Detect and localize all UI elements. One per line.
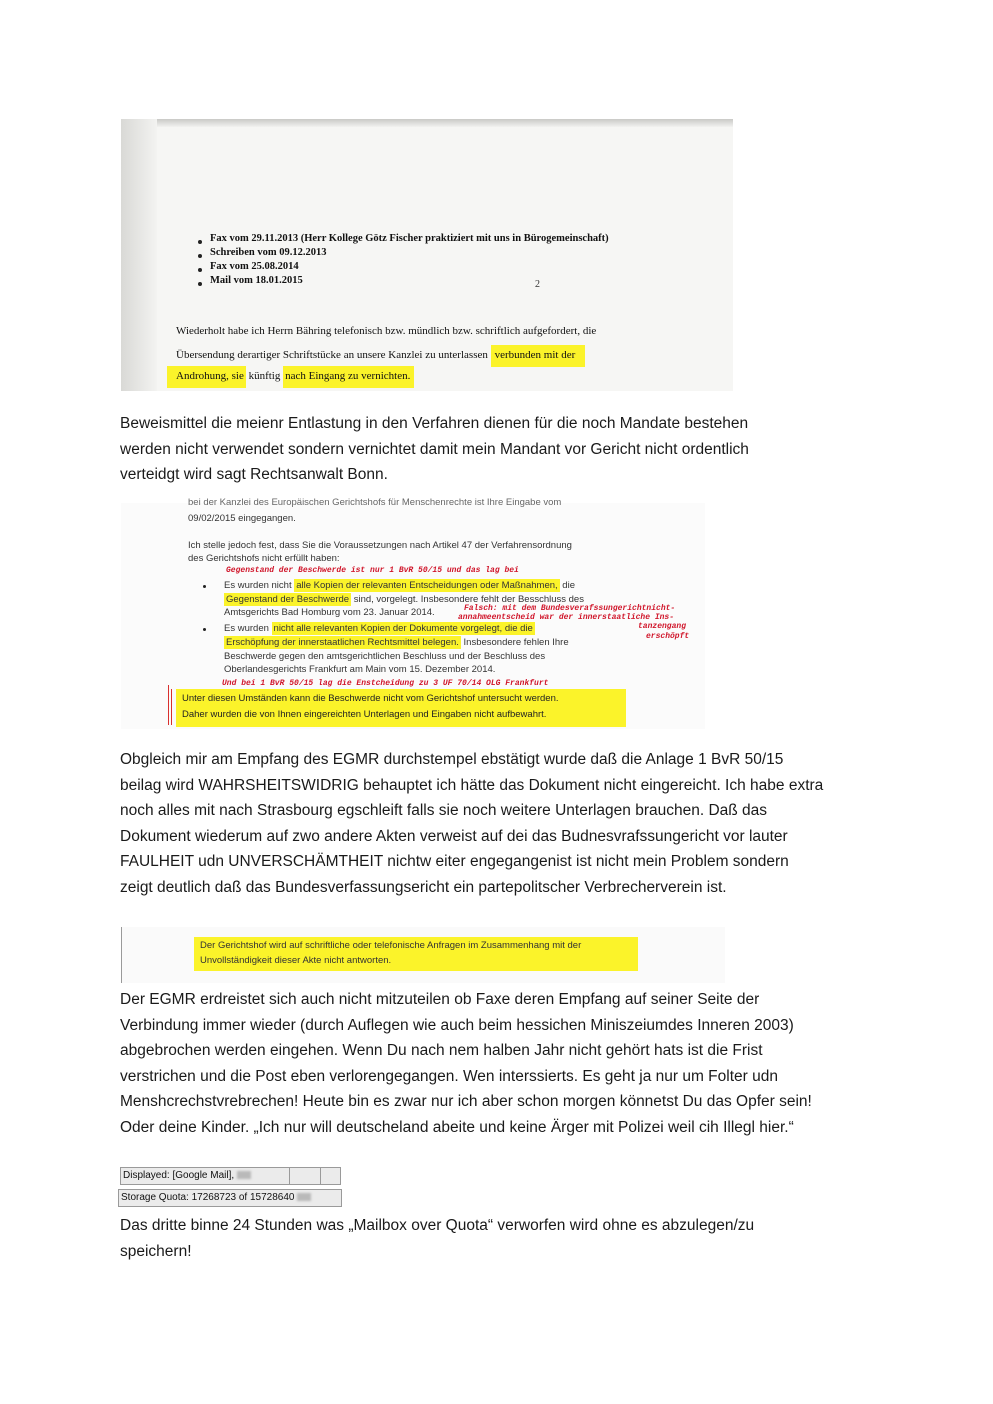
- scan2-text: sind, vorgelegt. Insbesondere fehlt der Besschluss des: [353, 594, 584, 605]
- scan2-bullet-2-line-3: Beschwerde gegen den amtsgerichtlichen Beschluss und der Beschluss des: [224, 651, 546, 662]
- paragraph-beweismittel: [120, 411, 880, 488]
- scan2-text: Es wurden: [224, 623, 269, 634]
- bullet-item-schreiben: Schreiben vom 09.12.2013: [210, 247, 327, 258]
- red-annotation-falsch-3: tanzengang: [638, 622, 687, 631]
- scan2-cut-line: bei der Kanzlei des Europäischen Gerichtshofs für Menschenrechte ist Ihre Eingabe vom: [188, 497, 562, 508]
- conclusion-line-1: Unter diesen Umständen kann die Beschwerde nicht vom Gerichtshof untersucht werden.: [182, 693, 559, 704]
- highlighted-conclusion-box: [176, 689, 626, 727]
- displayed-cell: [121, 1168, 290, 1184]
- scan2-text: Es wurden nicht: [224, 580, 292, 591]
- red-annotation-und-bei: Und bei 1 BvR 50/15 lag die Enstcheidung zu 3 UF 70/14 OLG Frankfurt: [222, 679, 549, 688]
- highlight-kopien: alle Kopien der relevanten Entscheidungen oder Maßnahmen,: [296, 580, 558, 591]
- bullet-item-fax-2013: Fax vom 29.11.2013 (Herr Kollege Götz Fischer praktiziert mit uns in Bürogemeinschaft): [210, 233, 609, 244]
- paragraph-line: Dokument wiederum auf zwo andere Akten verweist auf dei das Budnesvrafssungericht vor lauter: [120, 827, 788, 845]
- scan2-text: die: [562, 580, 575, 591]
- bullet-dot: [203, 628, 206, 631]
- scan2-bullet-2-line-1: [224, 623, 535, 634]
- scan2-bullet-2-line-2: [224, 637, 569, 648]
- bullet-item-fax-2014: Fax vom 25.08.2014: [210, 261, 299, 272]
- bullet-dot: [198, 254, 202, 258]
- highlight-vernichten: nach Eingang zu vernichten.: [283, 366, 414, 388]
- paragraph-line: beilag wird WAHRSHEITSWIDRIG behauptet ich hätte das Dokument nicht eingereicht. Ich habe extra: [120, 776, 824, 794]
- empty-cell: [288, 1168, 321, 1184]
- red-annotation-falsch-1: Falsch: mit dem Bundesverafssungerichtnicht-: [464, 604, 676, 613]
- conclusion-line-2: Daher wurden die von Ihnen eingereichten Unterlagen und Eingaben nicht aufbewahrt.: [182, 709, 547, 720]
- paragraph-line: verteidgt wird sagt Rechtsanwalt Bonn.: [120, 466, 388, 483]
- scan-page-number: 2: [535, 279, 540, 290]
- scan-top-edge: [121, 119, 733, 127]
- paragraph-egmr-faxe: [120, 987, 880, 1140]
- highlight-androhung: Androhung, sie: [167, 366, 246, 388]
- scanned-egmr-letter-excerpt: [121, 497, 705, 729]
- bullet-dot: [198, 240, 202, 244]
- bullet-dot: [198, 282, 202, 286]
- highlight-verbunden: verbunden mit der: [491, 345, 586, 367]
- bullet-dot: [198, 268, 202, 272]
- notice-line-2: Unvollständigkeit dieser Akte nicht antworten.: [200, 955, 392, 966]
- scan1-line-1: Wiederholt habe ich Herrn Bähring telefonisch bzw. mündlich bzw. schriftlich aufgefordert, die: [176, 325, 597, 337]
- paragraph-line: Der EGMR erdreistet sich auch nicht mitzuteilen ob Faxe deren Empfang auf seiner Seite der: [120, 991, 760, 1008]
- paragraph-mailbox-quota: [120, 1213, 880, 1264]
- margin-line: [168, 685, 169, 725]
- red-annotation-falsch-4: erschöpft: [646, 632, 690, 641]
- redacted-mark: [297, 1193, 311, 1201]
- paragraph-line: werden nicht verwendet sondern vernichtet damit mein Mandant vor Gericht nicht ordentlich: [120, 440, 749, 458]
- scan2-stelle-line-1: Ich stelle jedoch fest, dass Sie die Voraussetzungen nach Artikel 47 der Verfahrensordnung: [188, 540, 572, 551]
- scan-left-edge: [121, 927, 122, 983]
- paragraph-obgleich: [120, 747, 880, 900]
- paragraph-line: Obgleich mir am Empfang des EGMR durchstempel ebstätigt wurde daß die Anlage 1 BvR 50/15: [120, 751, 784, 768]
- paragraph-line: verstrichen und die Post eben verlorengegangen. Wen interssierts. Es geht ja nur um Folter udn: [120, 1067, 778, 1085]
- mailbox-quota-strip: [118, 1189, 342, 1207]
- red-annotation-gegenstand: Gegenstand der Beschwerde ist nur 1 BvR 50/15 und das lag bei: [226, 566, 519, 575]
- scan2-bullet-1-line-1: [224, 580, 575, 591]
- redacted-mark: [237, 1171, 251, 1179]
- scan1-line-3: [167, 370, 414, 382]
- red-annotation-falsch-2: annahmeentscheid war der innerstaatliche Ins-: [458, 613, 675, 622]
- scan2-stelle-line-2: des Gerichtshofs nicht erfüllt haben:: [188, 553, 340, 564]
- scan2-text: Insbesondere fehlen Ihre: [463, 637, 569, 648]
- highlight-gegenstand: Gegenstand der Beschwerde: [226, 594, 350, 605]
- bullet-item-mail-2015: Mail vom 18.01.2015: [210, 275, 303, 286]
- paragraph-line: Das dritte binne 24 Stunden was „Mailbox over Quota“ verworfen wird ohne es abzulegen/zu: [120, 1217, 755, 1234]
- highlighted-notice-box: [194, 937, 638, 971]
- mailbox-displayed-strip: [120, 1167, 341, 1185]
- scan2-bullet-1-line-3: Amtsgerichts Bad Homburg vom 23. Januar 2014.: [224, 607, 435, 618]
- quota-cell: [119, 1190, 343, 1206]
- scanned-letter-excerpt-1: [121, 119, 733, 391]
- scan-page-fold: [121, 119, 157, 391]
- paragraph-line: noch alles mit nach Strasbourg egschleift falls sie noch weitere Unterlagen brauchen. Daß das: [120, 802, 768, 819]
- highlight-nicht-alle: nicht alle relevanten Kopien der Dokumente vorgelegt, die die: [273, 623, 533, 634]
- scan2-date-line: 09/02/2015 eingegangen.: [188, 513, 296, 524]
- paragraph-line: zeigt deutlich daß das Bundesverfassungsericht ein partepolitscher Verbrecherverein ist.: [120, 878, 727, 896]
- paragraph-line: Menshcrechstvrebrechen! Heute bin es zwar nur ich aber schon morgen könnetst Du das Opfer sein!: [120, 1093, 812, 1110]
- scan1-line-2: [176, 349, 585, 361]
- notice-line-1: Der Gerichtshof wird auf schriftliche oder telefonische Anfragen im Zusammenhang mit der: [200, 940, 582, 951]
- paragraph-line: Oder deine Kinder. „Ich nur will deutscheland abeite und keine Ärger mit Polizei weil cih Illegl hier.“: [120, 1118, 794, 1136]
- scan2-bullet-2-line-4: Oberlandesgerichts Frankfurt am Main vom 15. Dezember 2014.: [224, 664, 496, 675]
- bullet-dot: [203, 585, 206, 588]
- paragraph-line: Verbindung immer wieder (durch Auflegen wie auch beim hessichen Miniszeiumdes Inneren 2003): [120, 1016, 794, 1034]
- scan1-line-2-text: Übersendung derartiger Schriftstücke an unsere Kanzlei zu unterlassen: [176, 349, 488, 361]
- scan1-line-3-text: künftig: [248, 370, 281, 382]
- margin-line: [171, 689, 172, 725]
- paragraph-line: speichern!: [120, 1242, 192, 1260]
- paragraph-line: Beweismittel die meienr Entlastung in den Verfahren dienen für die noch Mandate bestehen: [120, 415, 749, 432]
- paragraph-line: FAULHEIT udn UNVERSCHÄMTHEIT nichtw eiter engegangenist ist nicht mein Problem sondern: [120, 853, 789, 870]
- scanned-egmr-notice-excerpt: [121, 927, 725, 983]
- displayed-label: Displayed: [Google Mail],: [123, 1170, 235, 1181]
- highlight-erschoepfung: Erschöpfung der innerstaatlichen Rechtsmittel belegen.: [226, 637, 459, 648]
- paragraph-line: abgebrochen werden eingehen. Wenn Du nach nem halben Jahr nicht gehört hats ist die Frist: [120, 1042, 763, 1059]
- quota-label: Storage Quota: 17268723 of 15728640: [121, 1192, 295, 1203]
